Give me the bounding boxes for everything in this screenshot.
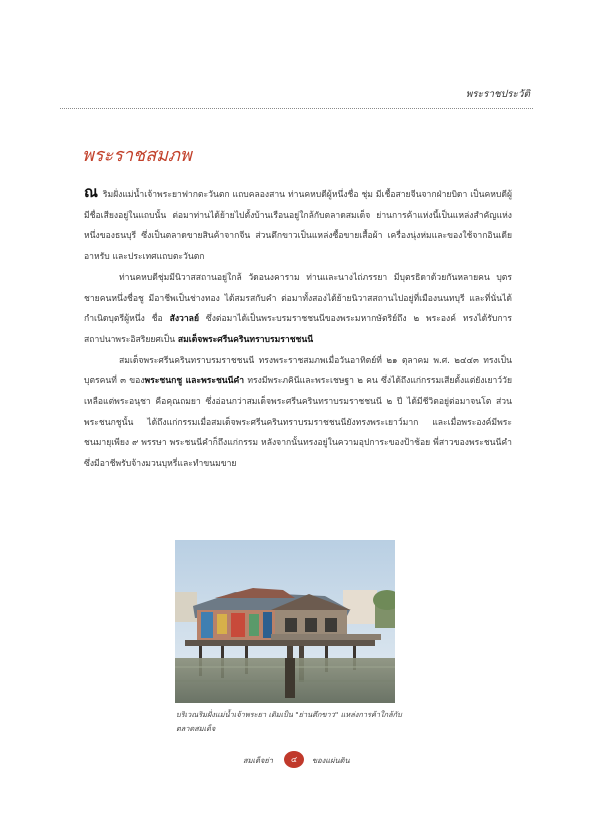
paragraph-2-text-b: ซึ่งต่อมาได้เป็นพระบรมราชชนนีของพระมหากษัตริย์ถึง ๒ พระองค์ ทรงได้รับการสถาปนาพระอิสริยยศเป็น bbox=[84, 314, 512, 345]
header-rule bbox=[60, 108, 533, 109]
paragraph-1 bbox=[84, 182, 512, 268]
paragraph-2-text-a: ท่านคหบดีชุ่มมีนิวาสสถานอยู่ใกล้ วัดอนงคาราม ท่านและนางไถ่ภรรยา มีบุตรธิดาด้วยกันหลายคน บุตรชายคนหนึ่งชื่อชู มีอาชีพเป็นช่างทอง ได้สมรสกับคำ ต่อมาทั้งสองได้ย้ายนิวาสสถานไปอยู่ที่เมืองนนทบุรี และที่นั่นได้กำเนิดบุตรีผู้หนึ่ง ชื่อ bbox=[84, 272, 512, 325]
page-footer bbox=[0, 751, 595, 771]
riverside-illustration bbox=[175, 540, 395, 703]
paragraph-3 bbox=[84, 351, 512, 475]
paragraph-3-text-b: ทรงมีพระภคินีและพระเชษฐา ๒ คน ซึ่งได้ถึงแก่กรรมเสียตั้งแต่ยังเยาว์วัย เหลือแต่พระอนุชา คือคุณถมยา ซึ่งอ่อนกว่าสมเด็จพระศรีนครินทราบรมราชชนนี ๒ ปี ได้มีชีวิตอยู่ต่อมาจนโต ส่วนพระชนกชูนั้น ได้ถึงแก่กรรมเมื่อสมเด็จพระศรีนครินทราบรมราชชนนียังทรงพระเยาว์มาก และเมื่อพระองค์มีพระชนมายุเพียง ๙ พรรษา พระชนนีคำก็ถึงแก่กรรม หลังจากนั้นทรงอยู่ในความอุปการะของป้าช้อย พี่สาวของพระชนนีคำ ซึ่งมีอาชีพรับจ้างมวนบุหรี่และทำขนมขาย bbox=[84, 376, 512, 470]
drop-cap: ณ bbox=[84, 183, 98, 201]
body-text bbox=[84, 182, 512, 475]
section-title: พระราชสมภพ bbox=[82, 145, 192, 166]
paragraph-2 bbox=[84, 268, 512, 351]
paragraph-1-text: ริมฝั่งแม่น้ำเจ้าพระยาฟากตะวันตก แถบคลองสาน ท่านคหบดีผู้หนึ่งชื่อ ชุ่ม มีเชื้อสายจีนจากฝ่ายบิดา เป็นคหบดีผู้มีชื่อเสียงอยู่ในแถบนั้น ต่อมาท่านได้ย้ายไปตั้งบ้านเรือนอยู่ใกล้กับตลาดสมเด็จ ย่านการค้าแห่งนี้เป็นแหล่งสำคัญแห่งหนึ่งของธนบุรี ซึ่งเป็นตลาดขายสินค้าจากจีน ส่วนตึกขาวเป็นแหล่งซื้อขายเสื้อผ้า เครื่องนุ่งห่มและของใช้จากอินเดีย อาหรับ และประเทศแถบตะวันตก bbox=[84, 190, 512, 263]
photo-caption: บริเวณริมฝั่งแม่น้ำเจ้าพระยา เดิมเป็น "ย่านตึกขาว" แหล่งการค้าใกล้กับตลาดสมเด็จ bbox=[176, 710, 402, 733]
paragraph-3-text-a: สมเด็จพระศรีนครินทราบรมราชชนนี ทรงพระราชสมภพเมื่อวันอาทิตย์ที่ ๒๑ ตุลาคม พ.ศ. ๒๔๔๓ ทรงเป็นบุตรคนที่ ๓ ของ bbox=[84, 355, 512, 387]
running-header: พระราชประวัติ bbox=[465, 89, 530, 100]
name-sangwan: สังวาลย์ bbox=[169, 314, 199, 325]
royal-title: สมเด็จพระศรีนครินทราบรมราชชนนี bbox=[177, 334, 314, 345]
footer-left-text: สมเด็จย่า bbox=[243, 756, 273, 765]
page-number-badge: ๔ bbox=[284, 751, 304, 768]
footer-right-text: ของแผ่นดิน bbox=[312, 756, 350, 765]
riverside-photo bbox=[175, 540, 395, 703]
parents-names: พระชนกชู และพระชนนีคำ bbox=[144, 376, 245, 387]
